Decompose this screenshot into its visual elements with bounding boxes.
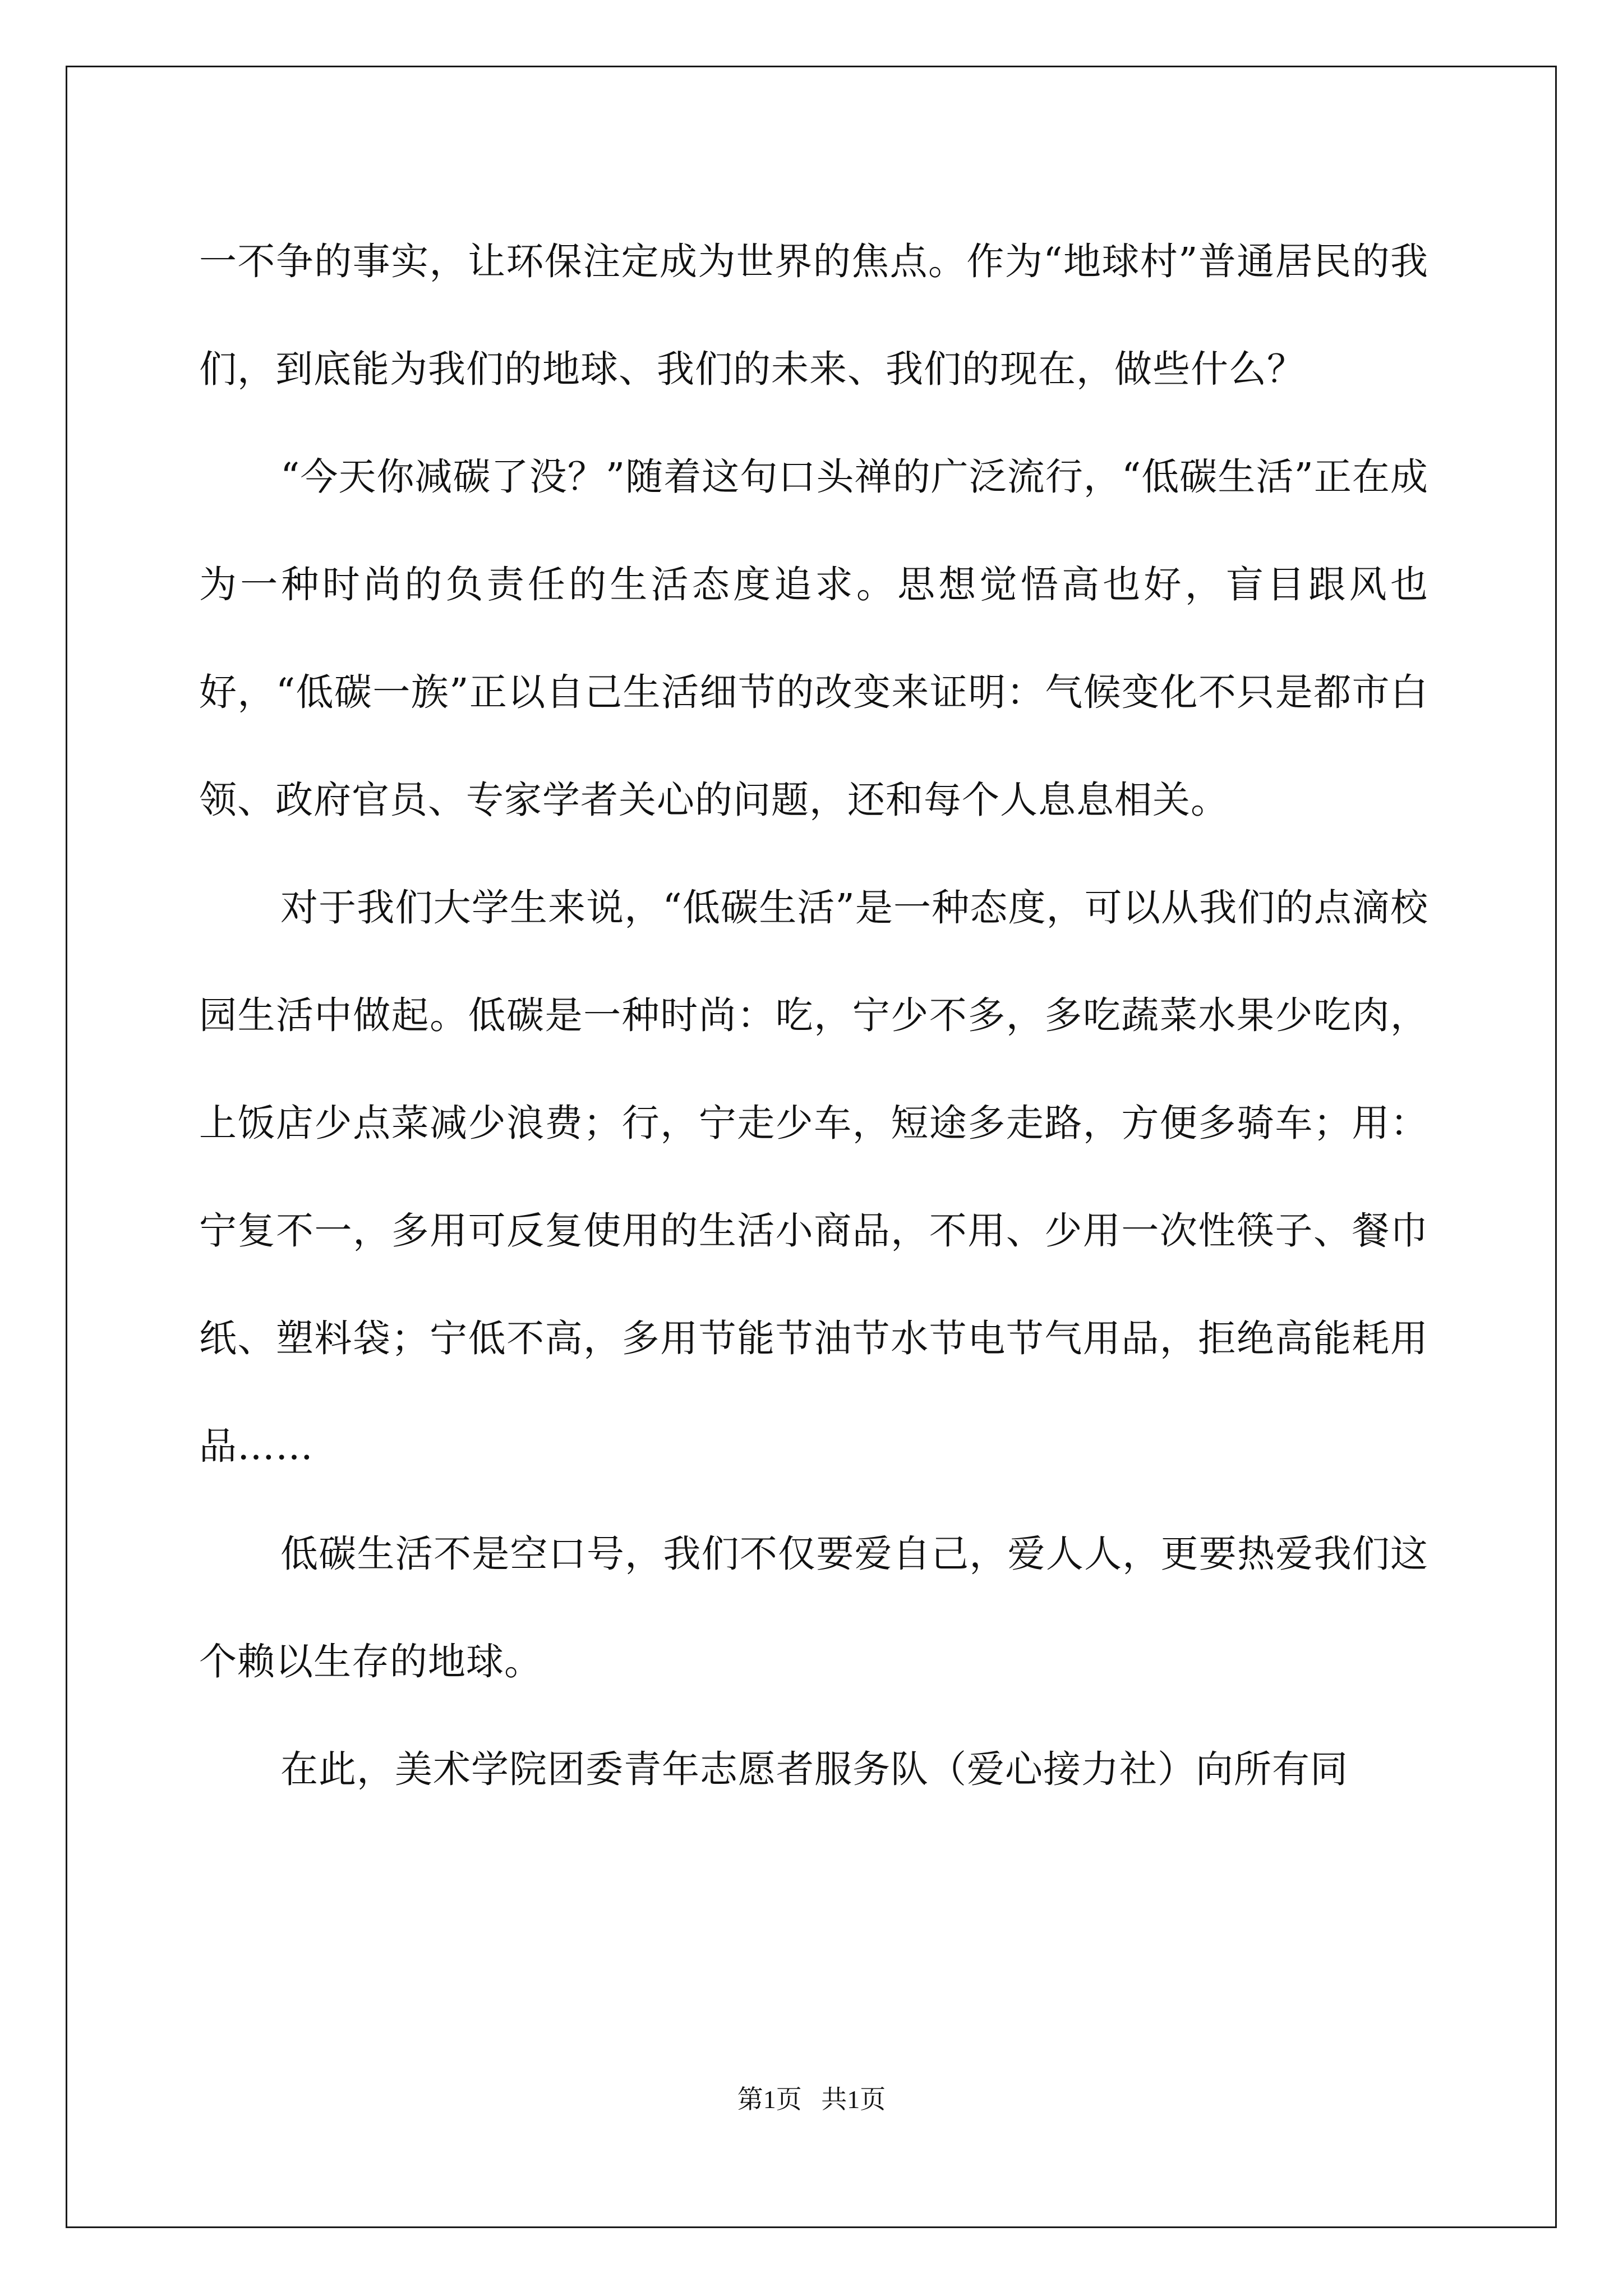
paragraph-continuation: 一不争的事实，让环保注定成为世界的焦点。作为“地球村”普通居民的我们，到底能为我们的地球、我们的未来、我们的现在，做些什么？ bbox=[199, 240, 1428, 391]
document-body bbox=[199, 208, 1428, 1823]
paragraph-student-life: 对于我们大学生来说，“低碳生活”是一种态度，可以从我们的点滴校园生活中做起。低碳是一种时尚：吃，宁少不多，多吃蔬菜水果少吃肉，上饭店少点菜减少浪费；行，宁走少车，短途多走路，方便多骑车；用：宁复不一，多用可反复使用的生活小商品，不用、少用一次性筷子、餐巾纸、塑料袋；宁低不高，多用节能节油节水节电节气用品，拒绝高能耗用品…… bbox=[199, 886, 1428, 1468]
page-number-footer: 第1页 共1页 bbox=[737, 2085, 886, 2114]
paragraph-volunteer-call: 在此，美术学院团委青年志愿者服务队（爱心接力社）向所有同 bbox=[280, 1747, 1348, 1791]
paragraph-low-carbon-trend: “今天你减碳了没？”随着这句口头禅的广泛流行，“低碳生活”正在成为一种时尚的负责任的生活态度追求。思想觉悟高也好，盲目跟风也好，“低碳一族”正以自己生活细节的改变来证明：气候变化不只是都市白领、政府官员、专家学者关心的问题，还和每个人息息相关。 bbox=[199, 455, 1428, 822]
paragraph-not-empty-slogan: 低碳生活不是空口号，我们不仅要爱自己，爱人人，更要热爱我们这个赖以生存的地球。 bbox=[199, 1532, 1428, 1683]
